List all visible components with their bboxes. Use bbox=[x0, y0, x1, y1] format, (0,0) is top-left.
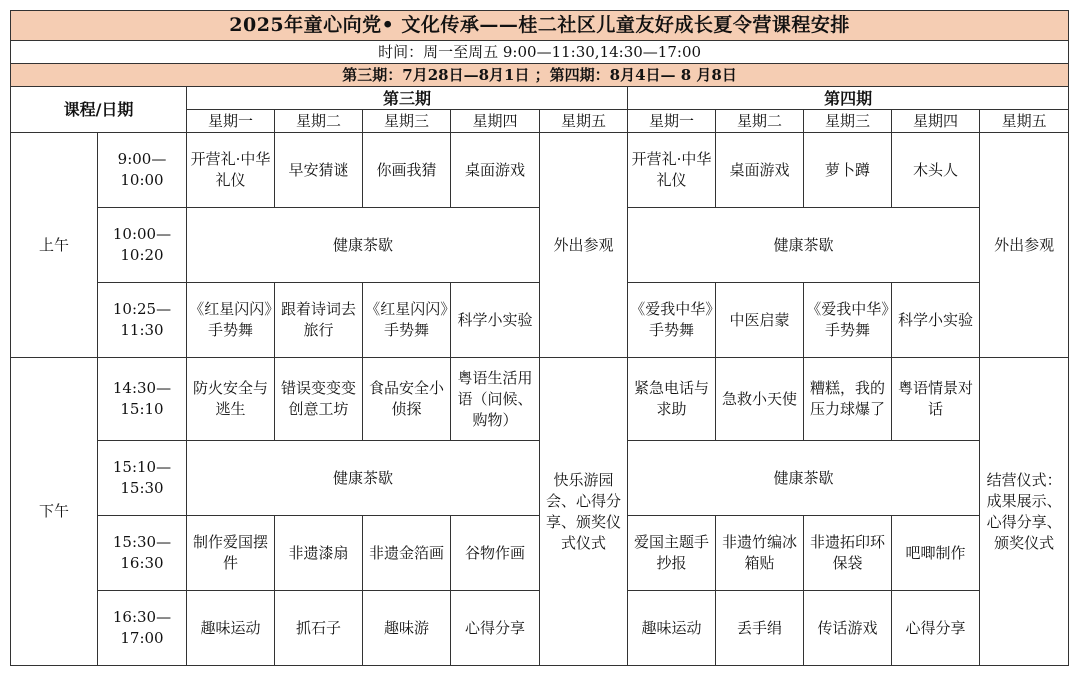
corner-header: 课程/日期 bbox=[11, 87, 187, 133]
course-cell: 食品安全小侦探 bbox=[363, 358, 451, 441]
course-cell: 谷物作画 bbox=[451, 516, 540, 591]
course-cell: 科学小实验 bbox=[451, 283, 540, 358]
weekday-header: 星期五 bbox=[540, 110, 628, 133]
time-slot: 10:00—10:20 bbox=[98, 208, 187, 283]
break-cell: 健康茶歇 bbox=[187, 441, 540, 516]
weekday-header: 星期五 bbox=[980, 110, 1069, 133]
course-cell: 防火安全与逃生 bbox=[187, 358, 275, 441]
course-cell: 心得分享 bbox=[892, 591, 980, 666]
break-cell: 健康茶歇 bbox=[187, 208, 540, 283]
section-am: 上午 bbox=[11, 133, 98, 358]
course-cell: 丢手绢 bbox=[716, 591, 804, 666]
break-cell: 健康茶歇 bbox=[628, 441, 980, 516]
course-cell: 趣味运动 bbox=[628, 591, 716, 666]
schedule-time: 时间：周一至周五 9:00—11:30,14:30—17:00 bbox=[11, 41, 1069, 64]
weekday-header: 星期一 bbox=[187, 110, 275, 133]
p4-friday-am: 外出参观 bbox=[980, 133, 1069, 358]
time-slot: 15:10—15:30 bbox=[98, 441, 187, 516]
p4-friday-pm: 结营仪式：成果展示、心得分享、颁奖仪式 bbox=[980, 358, 1069, 666]
course-cell: 粤语生活用语（问候、购物） bbox=[451, 358, 540, 441]
course-cell: 中医启蒙 bbox=[716, 283, 804, 358]
p3-friday-pm: 快乐游园会、心得分享、颁奖仪式仪式 bbox=[540, 358, 628, 666]
course-cell: 非遗漆扇 bbox=[275, 516, 363, 591]
course-cell: 传话游戏 bbox=[804, 591, 892, 666]
course-cell: 《红星闪闪》手势舞 bbox=[187, 283, 275, 358]
course-cell: 开营礼·中华礼仪 bbox=[187, 133, 275, 208]
course-cell: 《爱我中华》手势舞 bbox=[628, 283, 716, 358]
course-cell: 《红星闪闪》手势舞 bbox=[363, 283, 451, 358]
course-cell: 《爱我中华》手势舞 bbox=[804, 283, 892, 358]
time-slot: 15:30—16:30 bbox=[98, 516, 187, 591]
period4-header: 第四期 bbox=[628, 87, 1069, 110]
weekday-header: 星期二 bbox=[716, 110, 804, 133]
course-cell: 吧唧制作 bbox=[892, 516, 980, 591]
course-cell: 糟糕，我的压力球爆了 bbox=[804, 358, 892, 441]
period3-header: 第三期 bbox=[187, 87, 628, 110]
page-title: 2025年童心向党• 文化传承——桂二社区儿童友好成长夏令营课程安排 bbox=[11, 11, 1069, 41]
weekday-header: 星期一 bbox=[628, 110, 716, 133]
course-cell: 心得分享 bbox=[451, 591, 540, 666]
p3-friday-am: 外出参观 bbox=[540, 133, 628, 358]
weekday-header: 星期二 bbox=[275, 110, 363, 133]
schedule-table bbox=[10, 10, 1069, 666]
course-cell: 开营礼·中华礼仪 bbox=[628, 133, 716, 208]
course-cell: 紧急电话与求助 bbox=[628, 358, 716, 441]
course-cell: 趣味运动 bbox=[187, 591, 275, 666]
break-cell: 健康茶歇 bbox=[628, 208, 980, 283]
time-slot: 14:30—15:10 bbox=[98, 358, 187, 441]
weekday-header: 星期三 bbox=[363, 110, 451, 133]
course-cell: 跟着诗词去旅行 bbox=[275, 283, 363, 358]
section-pm: 下午 bbox=[11, 358, 98, 666]
time-slot: 10:25—11:30 bbox=[98, 283, 187, 358]
time-slot: 9:00—10:00 bbox=[98, 133, 187, 208]
course-cell: 桌面游戏 bbox=[451, 133, 540, 208]
course-cell: 错误变变变创意工坊 bbox=[275, 358, 363, 441]
course-cell: 非遗拓印环保袋 bbox=[804, 516, 892, 591]
course-cell: 你画我猜 bbox=[363, 133, 451, 208]
weekday-header: 星期四 bbox=[451, 110, 540, 133]
course-cell: 粤语情景对话 bbox=[892, 358, 980, 441]
course-cell: 抓石子 bbox=[275, 591, 363, 666]
course-cell: 制作爱国摆件 bbox=[187, 516, 275, 591]
course-cell: 木头人 bbox=[892, 133, 980, 208]
time-slot: 16:30—17:00 bbox=[98, 591, 187, 666]
weekday-header: 星期三 bbox=[804, 110, 892, 133]
course-cell: 急救小天使 bbox=[716, 358, 804, 441]
course-cell: 科学小实验 bbox=[892, 283, 980, 358]
course-cell: 爱国主题手抄报 bbox=[628, 516, 716, 591]
course-cell: 趣味游 bbox=[363, 591, 451, 666]
course-cell: 早安猜谜 bbox=[275, 133, 363, 208]
course-cell: 非遗竹编冰箱贴 bbox=[716, 516, 804, 591]
period-dates: 第三期：7月28日—8月1日 ；第四期：8月4日— 8 月8日 bbox=[11, 64, 1069, 87]
course-cell: 桌面游戏 bbox=[716, 133, 804, 208]
course-cell: 萝卜蹲 bbox=[804, 133, 892, 208]
course-cell: 非遗金箔画 bbox=[363, 516, 451, 591]
weekday-header: 星期四 bbox=[892, 110, 980, 133]
